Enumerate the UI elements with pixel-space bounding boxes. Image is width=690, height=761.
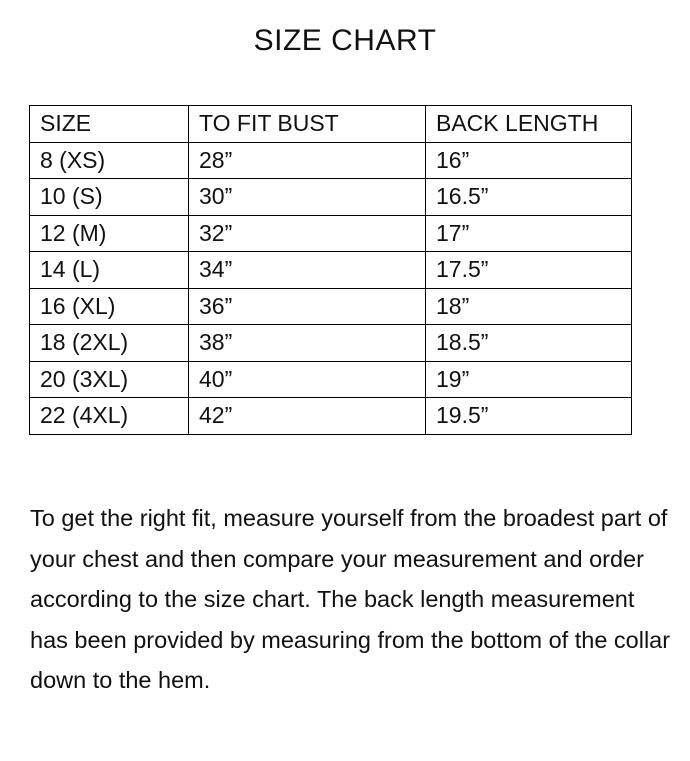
size-cell: 8 (XS)	[30, 142, 189, 179]
back-length-cell: 16”	[426, 142, 632, 179]
table-row	[30, 325, 632, 362]
size-cell: 22 (4XL)	[30, 398, 189, 435]
table-row	[30, 142, 632, 179]
fit-instructions: To get the right fit, measure yourself from the broadest part of your chest and then compare your measurement and order according to the size chart. The back length measurement has been provided by measuring from the bottom of the collar down to the hem.	[30, 505, 671, 693]
table-row	[30, 361, 632, 398]
size-cell: 16 (XL)	[30, 288, 189, 325]
size-table	[29, 105, 632, 435]
size-cell: 20 (3XL)	[30, 361, 189, 398]
bust-cell: 30”	[189, 179, 426, 216]
table-row	[30, 252, 632, 289]
column-header-bust: TO FIT BUST	[189, 106, 426, 143]
back-length-cell: 19.5”	[426, 398, 632, 435]
bust-cell: 40”	[189, 361, 426, 398]
bust-cell: 28”	[189, 142, 426, 179]
table-row	[30, 215, 632, 252]
back-length-cell: 17.5”	[426, 252, 632, 289]
table-header-row	[30, 106, 632, 143]
size-cell: 18 (2XL)	[30, 325, 189, 362]
back-length-cell: 18”	[426, 288, 632, 325]
page-title: SIZE CHART	[253, 24, 437, 57]
bust-cell: 38”	[189, 325, 426, 362]
bust-cell: 32”	[189, 215, 426, 252]
back-length-cell: 17”	[426, 215, 632, 252]
bust-cell: 36”	[189, 288, 426, 325]
table-row	[30, 398, 632, 435]
bust-cell: 42”	[189, 398, 426, 435]
size-cell: 10 (S)	[30, 179, 189, 216]
back-length-cell: 19”	[426, 361, 632, 398]
table-row	[30, 179, 632, 216]
table-row	[30, 288, 632, 325]
column-header-size: SIZE	[30, 106, 189, 143]
size-table-body	[30, 106, 632, 435]
column-header-back-length: BACK LENGTH	[426, 106, 632, 143]
back-length-cell: 18.5”	[426, 325, 632, 362]
bust-cell: 34”	[189, 252, 426, 289]
back-length-cell: 16.5”	[426, 179, 632, 216]
size-cell: 14 (L)	[30, 252, 189, 289]
size-cell: 12 (M)	[30, 215, 189, 252]
